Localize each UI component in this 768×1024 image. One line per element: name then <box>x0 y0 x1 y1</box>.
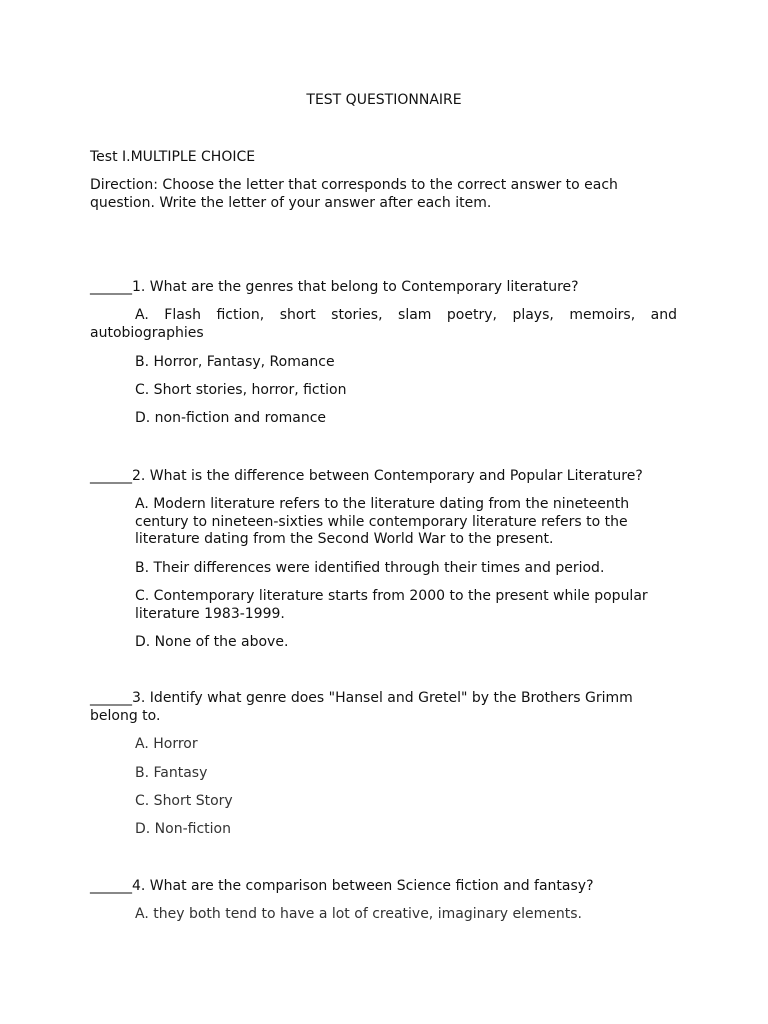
question-2-option-d: D. None of the above. <box>135 634 289 650</box>
question-1: ______1. What are the genres that belong to Contemporary literature? <box>90 279 579 295</box>
question-3-option-c: C. Short Story <box>135 793 233 809</box>
question-3-option-b: B. Fantasy <box>135 765 208 781</box>
question-1-option-a: A. Flash fiction, short stories, slam poetry, plays, memoirs, and autobiographies <box>90 307 677 341</box>
document-title: TEST QUESTIONNAIRE <box>306 92 462 108</box>
question-1-option-d: D. non-fiction and romance <box>135 410 327 426</box>
section-heading: Test I.MULTIPLE CHOICE <box>90 149 256 165</box>
question-3: ______3. Identify what genre does "Hansel and Gretel" by the Brothers Grimm belong to. <box>90 690 633 724</box>
question-2: ______2. What is the difference between Contemporary and Popular Literature? <box>90 468 643 484</box>
question-1-option-b: B. Horror, Fantasy, Romance <box>135 354 335 370</box>
question-2-option-b: B. Their differences were identified through their times and period. <box>135 560 605 576</box>
question-1-option-c: C. Short stories, horror, fiction <box>135 382 347 398</box>
question-4: ______4. What are the comparison between Science fiction and fantasy? <box>90 878 594 894</box>
question-3-option-a: A. Horror <box>135 736 198 752</box>
direction-text: Direction: Choose the letter that corresponds to the correct answer to each question. Write the letter of your answer after each item. <box>90 177 618 211</box>
question-3-option-d: D. Non-fiction <box>135 821 231 837</box>
question-4-option-a: A. they both tend to have a lot of creative, imaginary elements. <box>135 906 583 922</box>
question-2-option-c: C. Contemporary literature starts from 2000 to the present while popular literature 1983-1999. <box>135 588 648 622</box>
question-2-option-a: A. Modern literature refers to the literature dating from the nineteenth century to nineteen-sixties while contemporary literature refers to the literature dating from the Second World War to the present. <box>135 496 630 547</box>
